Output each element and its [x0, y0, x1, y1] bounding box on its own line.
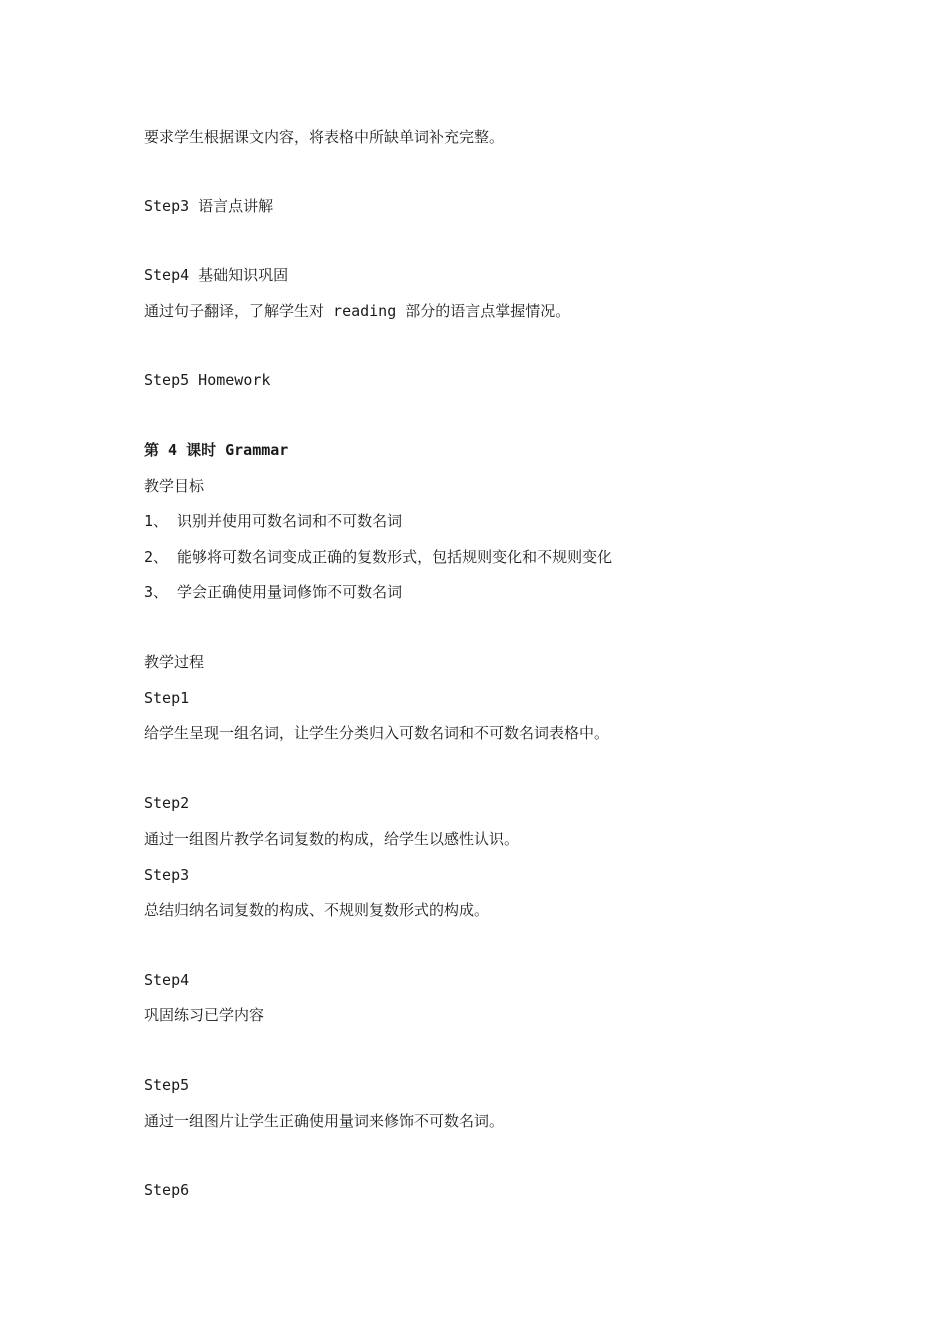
step-heading: Step6 — [144, 1181, 190, 1199]
text-line: 巩固练习已学内容 — [144, 1006, 265, 1024]
text-line: 要求学生根据课文内容，将表格中所缺单词补充完整。 — [144, 128, 505, 146]
text-line: 总结归纳名词复数的构成、不规则复数形式的构成。 — [144, 901, 490, 919]
subheading: 教学目标 — [144, 477, 205, 495]
list-item: 2、 能够将可数名词变成正确的复数形式，包括规则变化和不规则变化 — [144, 548, 613, 566]
step-heading: Step4 基础知识巩固 — [144, 266, 289, 284]
list-item: 3、 学会正确使用量词修饰不可数名词 — [144, 583, 403, 601]
step-heading: Step2 — [144, 794, 190, 812]
text-line: 给学生呈现一组名词，让学生分类归入可数名词和不可数名词表格中。 — [144, 724, 610, 742]
step-heading: Step3 语言点讲解 — [144, 197, 274, 215]
text-line: 通过一组图片教学名词复数的构成，给学生以感性认识。 — [144, 830, 520, 848]
text-line: 通过句子翻译，了解学生对 reading 部分的语言点掌握情况。 — [144, 302, 571, 320]
step-heading: Step5 — [144, 1076, 190, 1094]
step-heading: Step1 — [144, 689, 190, 707]
section-title: 第 4 课时 Grammar — [144, 441, 289, 459]
step-heading: Step3 — [144, 866, 190, 884]
step-heading: Step4 — [144, 971, 190, 989]
list-item: 1、 识别并使用可数名词和不可数名词 — [144, 512, 403, 530]
subheading: 教学过程 — [144, 653, 205, 671]
text-line: 通过一组图片让学生正确使用量词来修饰不可数名词。 — [144, 1112, 505, 1130]
step-heading: Step5 Homework — [144, 371, 271, 389]
